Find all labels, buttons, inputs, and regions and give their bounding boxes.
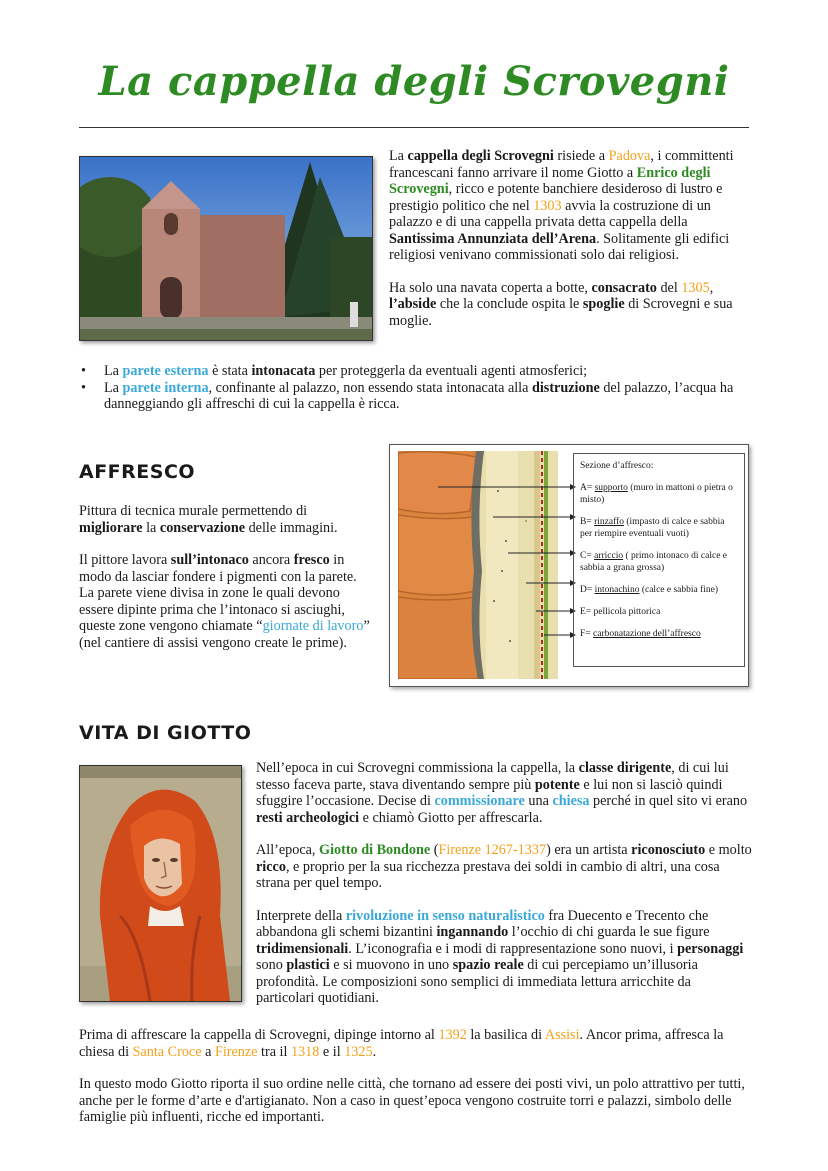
- giotto-paragraph-5: In questo modo Giotto riporta il suo ordine nelle città, che tornano ad essere dei posti vivi, un polo attrattivo per tutti, anche per le forme d’arte e d'artigianato. Non a caso in quest’epoca vengono costruite torri e palazzi, simbolo delle famiglie più influenti, ricche ed importanti.: [79, 1076, 745, 1125]
- legend-item-b: B= rinzaffo (impasto di calce e sabbia per riempire eventuali vuoti): [580, 517, 725, 539]
- legend-title: Sezione d’affresco:: [580, 461, 654, 471]
- giotto-paragraph-4: Prima di affrescare la cappella di Scrovegni, dipinge intorno al 1392 la basilica di Assisi. Ancor prima, affresca la chiesa di Santa Croce a Firenze tra il 1318 e il 1325.: [79, 1027, 724, 1060]
- list-item: • La parete interna, confinante al palazzo, non essendo stata intonacata alla distruzione del palazzo, l’acqua ha danneggiando gli affreschi di cui la cappella è ricca.: [79, 380, 759, 413]
- giotto-paragraph-2: All’epoca, Giotto di Bondone (Firenze 1267-1337) era un artista riconosciuto e molto ricco, e proprio per la sua ricchezza prestava dei soldi in cambio di altri, una cosa strana per quel tempo.: [256, 842, 752, 891]
- giotto-paragraph-3: Interprete della rivoluzione in senso naturalistico fra Duecento e Trecento che abbandona gli schemi bizantini ingannando l’occhio di chi guarda le sue figure tridimensionali. L’iconografia e i modi di rappresentazione sono nuovi, i personaggi sono plastici e si muovono in uno spazio reale di cui percepiamo un’illusoria profondità. Le composizioni sono semplici di immediata lettura arricchite da particolari quotidiani.: [256, 907, 744, 1006]
- giotto-heading: VITA DI GIOTTO: [79, 722, 252, 744]
- wall-bullet-list: [79, 363, 759, 413]
- affresco-paragraph-2: Il pittore lavora sull’intonaco ancora fresco in modo da lasciar fondere i pigmenti con la parete. La parete viene divisa in zone le quali devono essere dipinte prima che l’intonaco si asciughi, queste zone vengono chiamate “giornate di lavoro” (nel cantiere di assisi vengono create le prime).: [79, 552, 370, 651]
- fresco-section-diagram: [389, 444, 749, 687]
- fresco-legend: [573, 453, 745, 667]
- fresco-layers-illustration: [398, 451, 558, 679]
- affresco-paragraph: Pittura di tecnica murale permettendo di migliorare la conservazione delle immagini.: [79, 503, 338, 536]
- list-item: • La parete esterna è stata intonacata per proteggerla da eventuali agenti atmosferici;: [79, 363, 759, 380]
- legend-item-c: C= arriccio ( primo intonaco di calce e sabbia a grana grossa): [580, 551, 728, 573]
- legend-item-a: A= supporto (muro in mattoni o pietra o misto): [580, 483, 733, 505]
- giotto-portrait: [79, 765, 242, 1002]
- intro-paragraph: La cappella degli Scrovegni risiede a Padova, i committenti francescani fanno arrivare il nome Giotto a Enrico degli Scrovegni, ricco e potente banchiere desideroso di lustro e prestigio politico che nel 1303 avvia la costruzione di un palazzo e di una cappella privata detta cappella della Santissima Annunziata dell’Arena. Solitamente gli edifici religiosi venivano commissionati solo dai religiosi.: [389, 148, 734, 263]
- affresco-heading: AFFRESCO: [79, 461, 196, 483]
- legend-item-f: F= carbonatazione dell’affresco: [580, 629, 701, 639]
- legend-item-e: E= pellicola pittorica: [580, 607, 661, 617]
- chapel-photo: [79, 156, 373, 341]
- intro-paragraph-2: Ha solo una navata coperta a botte, consacrato del 1305, l’abside che la conclude ospita le spoglie di Scrovegni e sua moglie.: [389, 279, 733, 329]
- title-divider: [79, 127, 749, 128]
- page-title: La cappella degli Scrovegni: [98, 58, 730, 105]
- giotto-paragraph-1: Nell’epoca in cui Scrovegni commissiona la cappella, la classe dirigente, di cui lui stesso faceva parte, stava diventando sempre più potente e lui non si lasciò quindi sfuggire l’occasione. Decise di commissionare una chiesa perché in quel sito vi erano resti archeologici e chiamò Giotto per affrescarla.: [256, 760, 748, 826]
- legend-item-d: D= intonachino (calce e sabbia fine): [580, 585, 719, 595]
